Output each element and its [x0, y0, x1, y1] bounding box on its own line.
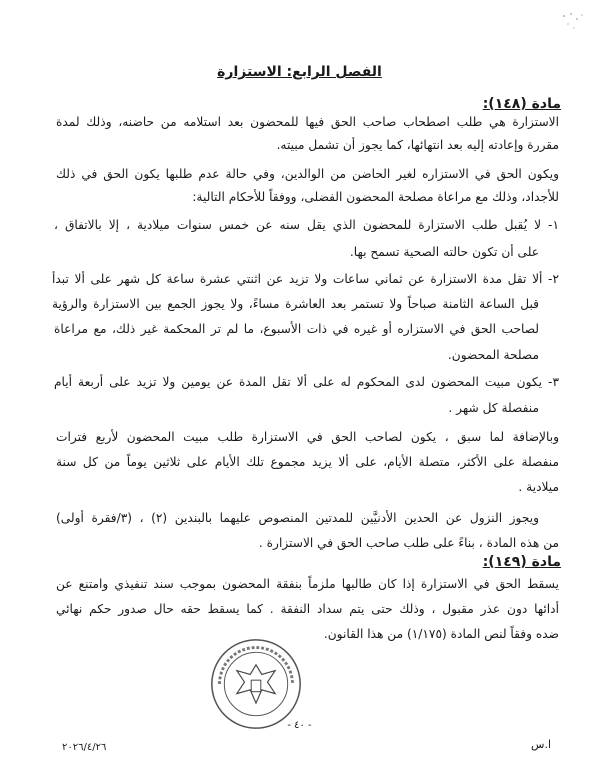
article-149-line: ضده وفقاً لنص المادة (١/١٧٥) من هذا القانون. [323, 627, 559, 641]
article-148-line: ويجوز النزول عن الحدين الأدنيَّين للمدتين المنصوص عليهما بالبندين (٢) ، (٣/فقرة أولى) [56, 511, 539, 525]
article-149-line: يسقط الحق في الاستزارة إذا كان طالبها ملزماً بنفقة المحضون بموجب سند تنفيذي وامتنع عن [56, 577, 559, 591]
scan-dots-icon [560, 10, 590, 40]
article-148-line: ميلادية . [518, 480, 559, 494]
article-148-line: لصاحب الحق في الاستزاره أو غيره في ذات الأسبوع، ما لم تر المحكمة غير ذلك، مع مراعاة [54, 322, 539, 336]
article-148-item-3: ٣- يكون مبيت المحضون لدى المحكوم له على ألا تقل المدة عن يومين ولا تزيد على أربعة أيام [54, 375, 559, 389]
article-148-item-2: ٢- ألا تقل مدة الاستزارة عن ثماني ساعات ولا تزيد عن اثنتي عشرة ساعة كل شهر على ألا تبدأ [52, 272, 559, 286]
page-number: - ٤٠ - [287, 720, 312, 731]
article-148-item-1: ١- لا يُقبل طلب الاستزارة للمحضون الذي يقل سنه عن خمس سنوات ميلادية ، إلا بالاتفاق ، [54, 218, 559, 232]
article-148-line: الاستزارة هي طلب اصطحاب صاحب الحق فيها للمحضون بعد استلامه من حاضنه، وذلك لمدة [56, 115, 559, 129]
chapter-title-text: الفصل الرابع: الاستزارة [217, 64, 382, 80]
article-148-line: وبالإضافة لما سبق ، يكون لصاحب الحق في الاستزارة طلب مبيت المحضون لأربع فترات [56, 430, 559, 444]
article-149-heading: مادة (١٤٩): [482, 554, 561, 570]
footer-initials: ا.س [531, 738, 551, 751]
article-148-line: منفصلة على الأكثر، متصلة الأيام، على ألا يزيد مجموع تلك الأيام على ثلاثين يوماً من كل سنة [56, 455, 559, 469]
footer-date: ٢٠٢٦/٤/٢٦ [62, 742, 107, 753]
article-148-line: على أن تكون حالته الصحية تسمح بها. [349, 245, 539, 259]
article-148-line: مصلحة المحضون. [447, 348, 539, 362]
eagle-seal-icon [208, 636, 304, 732]
article-148-line: للأجداد، وذلك مع مراعاة مصلحة المحضون الفضلى، ووفقاً للأحكام التالية: [192, 190, 559, 204]
article-148-line: منفصلة كل شهر . [448, 401, 539, 415]
article-148-line: مقررة وإعادته إليه بعد انتهائها، كما يجوز أن تشمل مبيته. [276, 138, 559, 152]
article-148-line: من هذه المادة ، بناءً على طلب صاحب الحق في الاستزارة . [258, 536, 559, 550]
article-148-line: قبل الساعة الثامنة صباحاً ولا تستمر بعد العاشرة مساءً، ولا يجوز الجمع بين الاستزارة والرؤية [52, 297, 539, 311]
chapter-title [0, 64, 599, 80]
article-148-heading: مادة (١٤٨): [482, 96, 561, 112]
article-149-line: أدائها دون عذر مقبول ، وذلك حتى يتم سداد النفقة . كما يسقط حقه حال صدور حكم نهائي [56, 602, 559, 616]
article-148-line: ويكون الحق في الاستزاره لغير الحاضن من الوالدين، وفي حالة عدم طلبها يكون الحق في ذلك [56, 167, 559, 181]
